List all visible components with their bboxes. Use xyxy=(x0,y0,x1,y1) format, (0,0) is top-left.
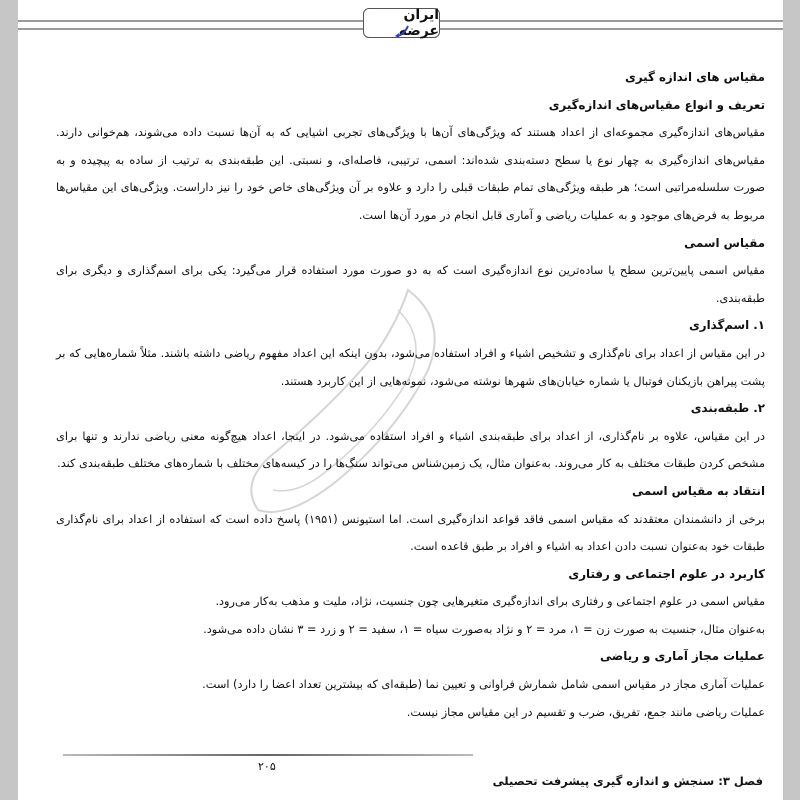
paragraph: عملیات آماری مجاز در مقیاس اسمی شامل شمارش فراوانی و تعیین نما (طبقه‌ای که بیشترین تعداد اعضا را دارد) است. xyxy=(202,678,765,692)
section-heading: کاربرد در علوم اجتماعی و رفتاری xyxy=(568,566,765,581)
section-heading: تعریف و انواع مقیاس‌های اندازه‌گیری xyxy=(548,97,765,112)
section-heading: مقیاس های اندازه گیری xyxy=(625,70,765,84)
header-rule-left xyxy=(18,20,363,30)
section-heading: ۱. اسم‌گذاری xyxy=(688,318,765,333)
paragraph: مقیاس‌های اندازه‌گیری مجموعه‌ای از اعداد هستند که ویژگی‌های آن‌ها با ویژگی‌های تجربی اشیایی که به آن‌ها نسبت داده می‌شوند، هم‌خوانی دارند. مقیاس‌های اندازه‌گیری به چهار نوع یا سطح دسته‌بندی شده‌اند: اسمی، ترتیبی، فاصله‌ای، و نسبتی. این طبقه‌بندی به ترتیب از ساده به پیچیده و به صورت سلسله‌مراتبی است؛ هر طبقه ویژگی‌های تمام طبقات قبلی را دارد و علاوه بر آن ویژگی‌های خاص خود را نیز داراست. ویژگی‌های این مقیاس‌ها مربوط به فرض‌های موجود و به عملیات ریاضی و آماری قابل انجام در مورد آن‌ها است. xyxy=(56,126,765,222)
document-page xyxy=(18,0,783,800)
footer-rule xyxy=(63,754,473,756)
chapter-title: فصل ۳: سنجش و اندازه گیری پیشرفت تحصیلی xyxy=(492,774,763,788)
paragraph: عملیات ریاضی مانند جمع، تفریق، ضرب و تقسیم در این مقیاس مجاز نیست. xyxy=(406,705,765,719)
section-heading: مقیاس اسمی xyxy=(684,235,765,250)
paragraph: مقیاس اسمی پایین‌ترین سطح یا ساده‌ترین نوع اندازه‌گیری است که به دو صورت مورد استفاده قرار می‌گیرد: یکی برای اسم‌گذاری و دیگری برای طبقه‌بندی. xyxy=(56,264,765,305)
paragraph: برخی از دانشمندان معتقدند که مقیاس اسمی فاقد قواعد اندازه‌گیری است. اما استیونس (۱۹۵۱) پاسخ داده است که استفاده از اعداد برای نام‌گذاری طبقات خود به‌عنوان نسبت دادن اعداد به اشیاء و افراد بر طبق قاعده است. xyxy=(56,512,765,554)
logo-text: ایران عرضه xyxy=(398,7,439,39)
paragraph: به‌عنوان مثال، جنسیت به صورت زن = ۱، مرد = ۲ و نژاد به‌صورت سیاه = ۱، سفید = ۲ و زرد = ۳ نشان داده می‌شود. xyxy=(203,622,765,636)
paragraph: در این مقیاس، علاوه بر نام‌گذاری، از اعداد برای طبقه‌بندی اشیاء و افراد استفاده می‌شود. در اینجا، اعداد هیچ‌گونه معنی ریاضی ندارند و تنها برای مشخص کردن طبقات مختلف به کار می‌روند. به‌عنوان مثال، یک زمین‌شناس می‌تواند سنگ‌ها را در کیسه‌های مختلف با شماره‌های مختلف طبقه‌بندی کند. xyxy=(56,429,765,471)
section-heading: عملیات مجاز آماری و ریاضی xyxy=(599,649,765,664)
paragraph: مقیاس اسمی در علوم اجتماعی و رفتاری برای اندازه‌گیری متغیرهایی چون جنسیت، نژاد، ملیت و مذهب به‌کار می‌رود. xyxy=(215,595,765,609)
page-number: ۲۰۵ xyxy=(258,760,276,773)
logo xyxy=(363,8,440,38)
section-heading: انتقاد به مقیاس اسمی xyxy=(632,483,765,498)
logo-arrow-icon xyxy=(394,25,412,39)
section-heading: ۲. طبقه‌بندی xyxy=(690,401,765,416)
document-body xyxy=(56,64,765,726)
header-rule-right xyxy=(438,20,783,30)
paragraph: در این مقیاس از اعداد برای نام‌گذاری و تشخیص اشیاء و افراد استفاده می‌شود، بدون اینکه این اعداد مفهوم ریاضی داشته باشند. مثلاً شماره‌هایی که بر پشت پیراهن بازیکنان فوتبال یا شماره خیابان‌های شهرها نوشته می‌شود، نمونه‌هایی از این کاربرد هستند. xyxy=(56,346,765,388)
